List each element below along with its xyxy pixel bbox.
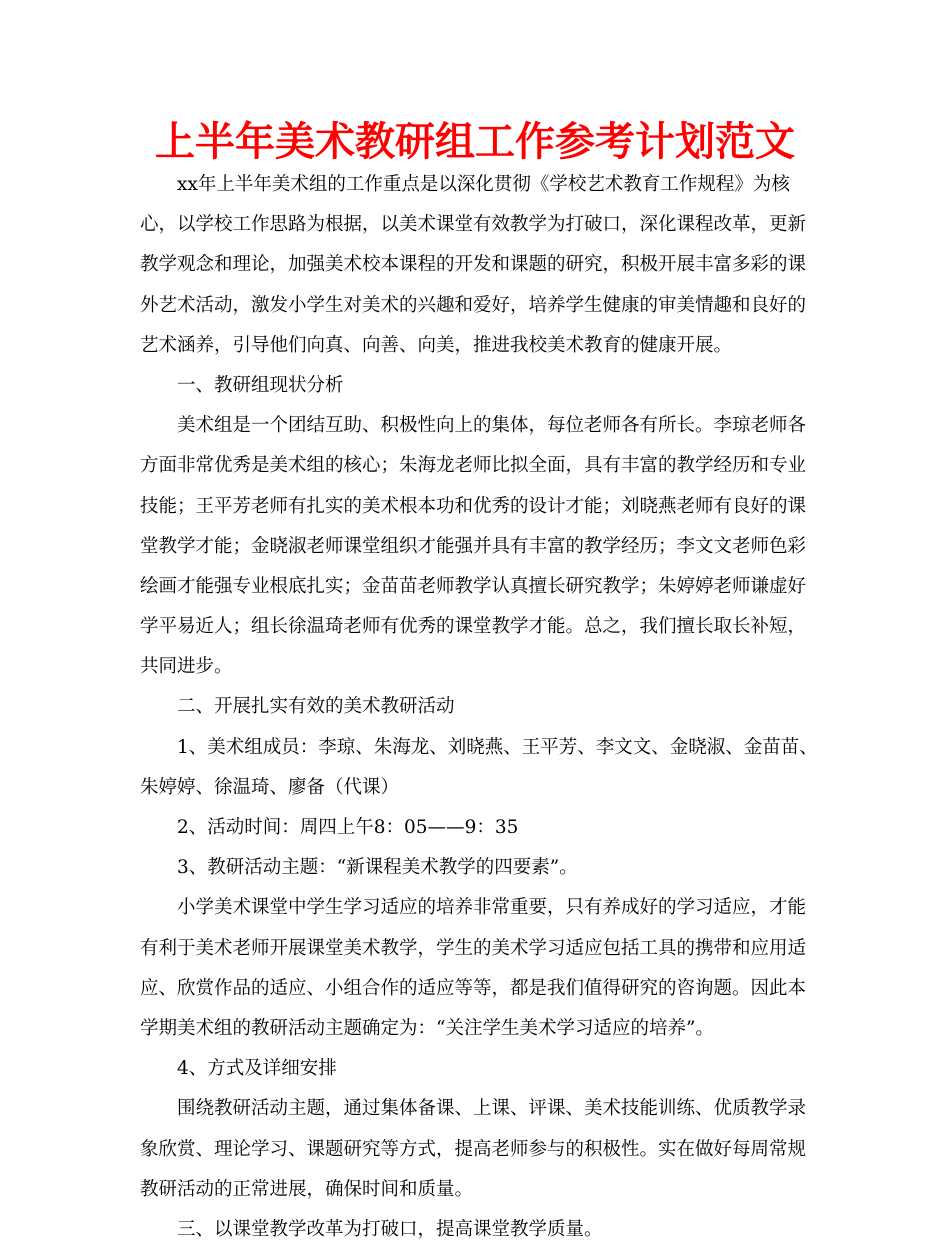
paragraph-line: xx年上半年美术组的工作重点是以深化贯彻《学校艺术教育工作规程》为核 bbox=[177, 174, 790, 195]
paragraph-line: 共同进步。 bbox=[140, 656, 233, 678]
list-item-continuation: 朱婷婷、徐温琦、廖备（代课） bbox=[140, 776, 400, 798]
document-title: 上半年美术教研组工作参考计划范文 bbox=[155, 119, 795, 165]
paragraph-line: 学平易近人；组长徐温琦老师有优秀的课堂教学才能。总之，我们擅长取长补短， bbox=[140, 616, 807, 638]
paragraph-line: 方面非常优秀是美术组的核心；朱海龙老师比拟全面，具有丰富的教学经历和专业 bbox=[140, 455, 807, 477]
paragraph-line: 小学美术课堂中学生学习适应的培养非常重要，只有养成好的学习适应，才能 bbox=[177, 897, 807, 919]
paragraph-line: 技能；王平芳老师有扎实的美术根本功和优秀的设计才能；刘晓燕老师有良好的课 bbox=[140, 495, 807, 517]
section-heading: 三、以课堂教学改革为打破口，提高课堂教学质量。 bbox=[177, 1218, 603, 1240]
list-item: 4、方式及详细安排 bbox=[177, 1058, 337, 1080]
paragraph-line: 绘画才能强专业根底扎实；金苗苗老师教学认真擅长研究教学；朱婷婷老师谦虚好 bbox=[140, 575, 807, 597]
paragraph-line: 有利于美术老师开展课堂美术教学，学生的美术学习适应包括工具的携带和应用适 bbox=[140, 937, 807, 959]
paragraph-line: 应、欣赏作品的适应、小组合作的适应等等，都是我们值得研究的咨询题。因此本 bbox=[140, 977, 807, 999]
paragraph-line: 心，以学校工作思路为根据，以美术课堂有效教学为打破口，深化课程改革，更新 bbox=[140, 214, 807, 236]
paragraph-line: 学期美术组的教研活动主题确定为：“关注学生美术学习适应的培养”。 bbox=[140, 1017, 714, 1039]
section-heading: 一、教研组现状分析 bbox=[177, 374, 344, 396]
document-body bbox=[140, 165, 830, 1250]
section-heading: 二、开展扎实有效的美术教研活动 bbox=[177, 696, 455, 718]
list-item: 1、美术组成员：李琼、朱海龙、刘晓燕、王平芳、李文文、金晓淑、金苗苗、 bbox=[177, 736, 818, 758]
paragraph-line: 艺术涵养，引导他们向真、向善、向美，推进我校美术教育的健康开展。 bbox=[140, 334, 733, 356]
paragraph-line: 围绕教研活动主题，通过集体备课、上课、评课、美术技能训练、优质教学录 bbox=[177, 1098, 807, 1120]
paragraph-line: 教研活动的正常进展，确保时间和质量。 bbox=[140, 1178, 474, 1200]
paragraph-line: 教学观念和理论，加强美术校本课程的开发和课题的研究，积极开展丰富多彩的课 bbox=[140, 254, 807, 276]
paragraph-line: 堂教学才能；金晓淑老师课堂组织才能强并具有丰富的教学经历；李文文老师色彩 bbox=[140, 535, 807, 557]
list-item: 3、教研活动主题：“新课程美术教学的四要素”。 bbox=[177, 857, 578, 879]
list-item: 2、活动时间：周四上午8：05——9：35 bbox=[177, 817, 519, 838]
paragraph-line: 外艺术活动，激发小学生对美术的兴趣和爱好，培养学生健康的审美情趣和良好的 bbox=[140, 294, 807, 316]
paragraph-line: 象欣赏、理论学习、课题研究等方式，提高老师参与的积极性。实在做好每周常规 bbox=[140, 1138, 807, 1160]
paragraph-line: 美术组是一个团结互助、积极性向上的集体，每位老师各有所长。李琼老师各 bbox=[177, 415, 807, 437]
